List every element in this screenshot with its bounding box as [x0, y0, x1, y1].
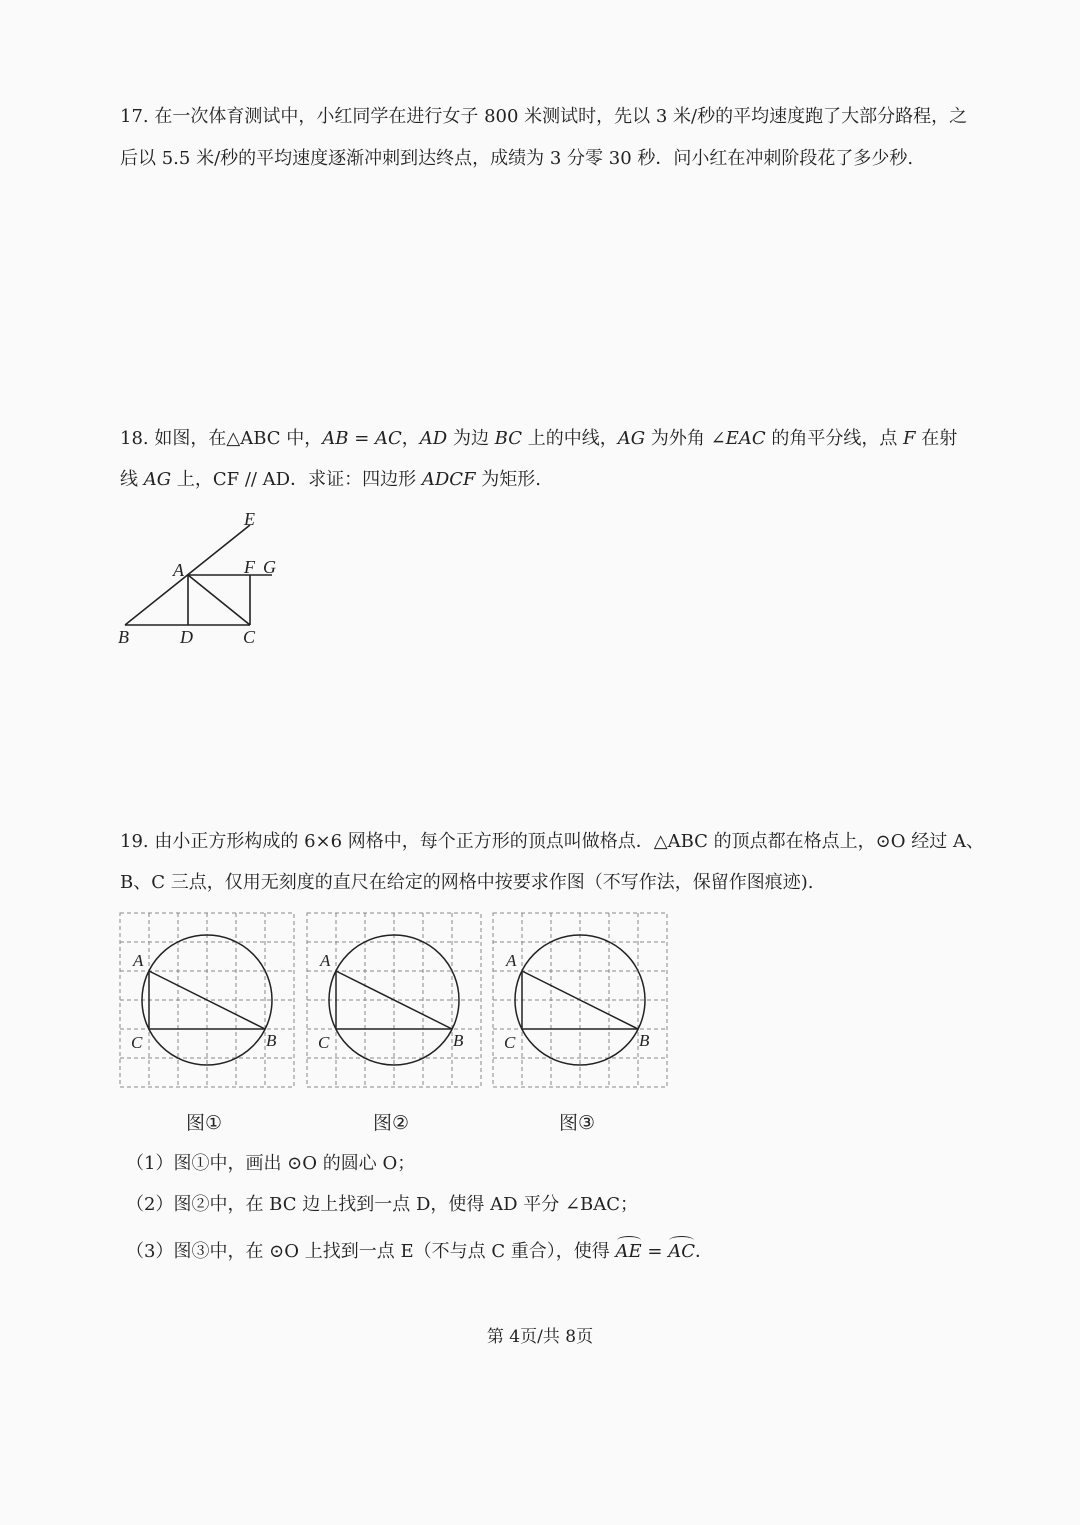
- point-A: A: [133, 951, 144, 970]
- figure-caption-1: 图①: [186, 1112, 223, 1134]
- label-E: E: [244, 509, 255, 529]
- point-C: C: [131, 1033, 143, 1052]
- grid-figure-2: [306, 912, 482, 1088]
- point-C: C: [318, 1033, 330, 1052]
- q17-line-2: 后以 5.5 米/秒的平均速度逐渐冲刺到达终点，成绩为 3 分零 30 秒．问小红在冲刺阶段花了多少秒.: [120, 148, 914, 169]
- q18-math: ∠EAC: [710, 428, 766, 449]
- page-footer: 第 4页/共 8页: [486, 1327, 594, 1347]
- point-A: A: [320, 951, 331, 970]
- q18-math: ADCF: [421, 469, 476, 490]
- q18-math: F: [903, 428, 916, 449]
- grid-figure-3: [492, 912, 668, 1088]
- q18-math: AD: [419, 428, 448, 449]
- point-C: C: [504, 1033, 516, 1052]
- q18-math: AG: [143, 469, 172, 490]
- point-A: A: [506, 951, 517, 970]
- q19-s3-end: ．: [694, 1241, 713, 1262]
- q18-text: ，: [401, 428, 420, 449]
- point-B: B: [266, 1031, 277, 1050]
- q18-text: 18. 如图，在△ABC 中，: [120, 428, 323, 449]
- q18-text: 上的中线，: [522, 428, 618, 449]
- q19-line-2: B、C 三点，仅用无刻度的直尺在给定的网格中按要求作图（不写作法，保留作图痕迹).: [120, 872, 814, 893]
- q18-text: 在射: [915, 428, 958, 449]
- q18-text: 的角平分线，点: [765, 428, 904, 449]
- q19-line-1: 19. 由小正方形构成的 6×6 网格中，每个正方形的顶点叫做格点．△ABC 的顶点都在格点上，⊙O 经过 A、: [120, 831, 984, 852]
- label-F: F: [244, 557, 255, 577]
- q19-subquestion-2: （2）图②中，在 BC 边上找到一点 D，使得 AD 平分 ∠BAC；: [126, 1194, 639, 1215]
- label-A: A: [173, 560, 184, 580]
- q18-text: 为边: [447, 428, 495, 449]
- q18-line-2: [120, 468, 970, 492]
- q18-math: AG: [617, 428, 646, 449]
- q18-figure: [110, 505, 300, 655]
- q19-s3-eq: =: [641, 1241, 669, 1262]
- point-B: B: [453, 1031, 464, 1050]
- q18-text: 为矩形.: [475, 469, 541, 490]
- label-D: D: [180, 627, 193, 647]
- figure-caption-3: 图③: [559, 1112, 596, 1134]
- point-B: B: [639, 1031, 650, 1050]
- label-C: C: [243, 627, 256, 647]
- q18-text: 线: [120, 469, 144, 490]
- grid-figure-1: [119, 912, 295, 1088]
- label-B: B: [118, 627, 129, 647]
- q18-math: AB = AC: [322, 428, 402, 449]
- q19-s3-text: （3）图③中，在 ⊙O 上找到一点 E（不与点 C 重合），使得: [126, 1241, 616, 1262]
- figure-caption-2: 图②: [373, 1112, 410, 1134]
- q18-line-1: [120, 427, 970, 451]
- q18-math: BC: [494, 428, 523, 449]
- arc-AC: AC: [668, 1241, 695, 1262]
- q17-line-1: 17. 在一次体育测试中，小红同学在进行女子 800 米测试时，先以 3 米/秒的平均速度跑了大部分路程，之: [120, 106, 968, 127]
- q19-subquestion-1: （1）图①中，画出 ⊙O 的圆心 O；: [126, 1153, 416, 1174]
- label-G: G: [263, 557, 276, 577]
- q18-text: 上，CF // AD．求证：四边形: [171, 469, 422, 490]
- q18-text: 为外角: [645, 428, 711, 449]
- q19-subquestion-3: [126, 1240, 713, 1264]
- arc-AE: AE: [615, 1241, 642, 1262]
